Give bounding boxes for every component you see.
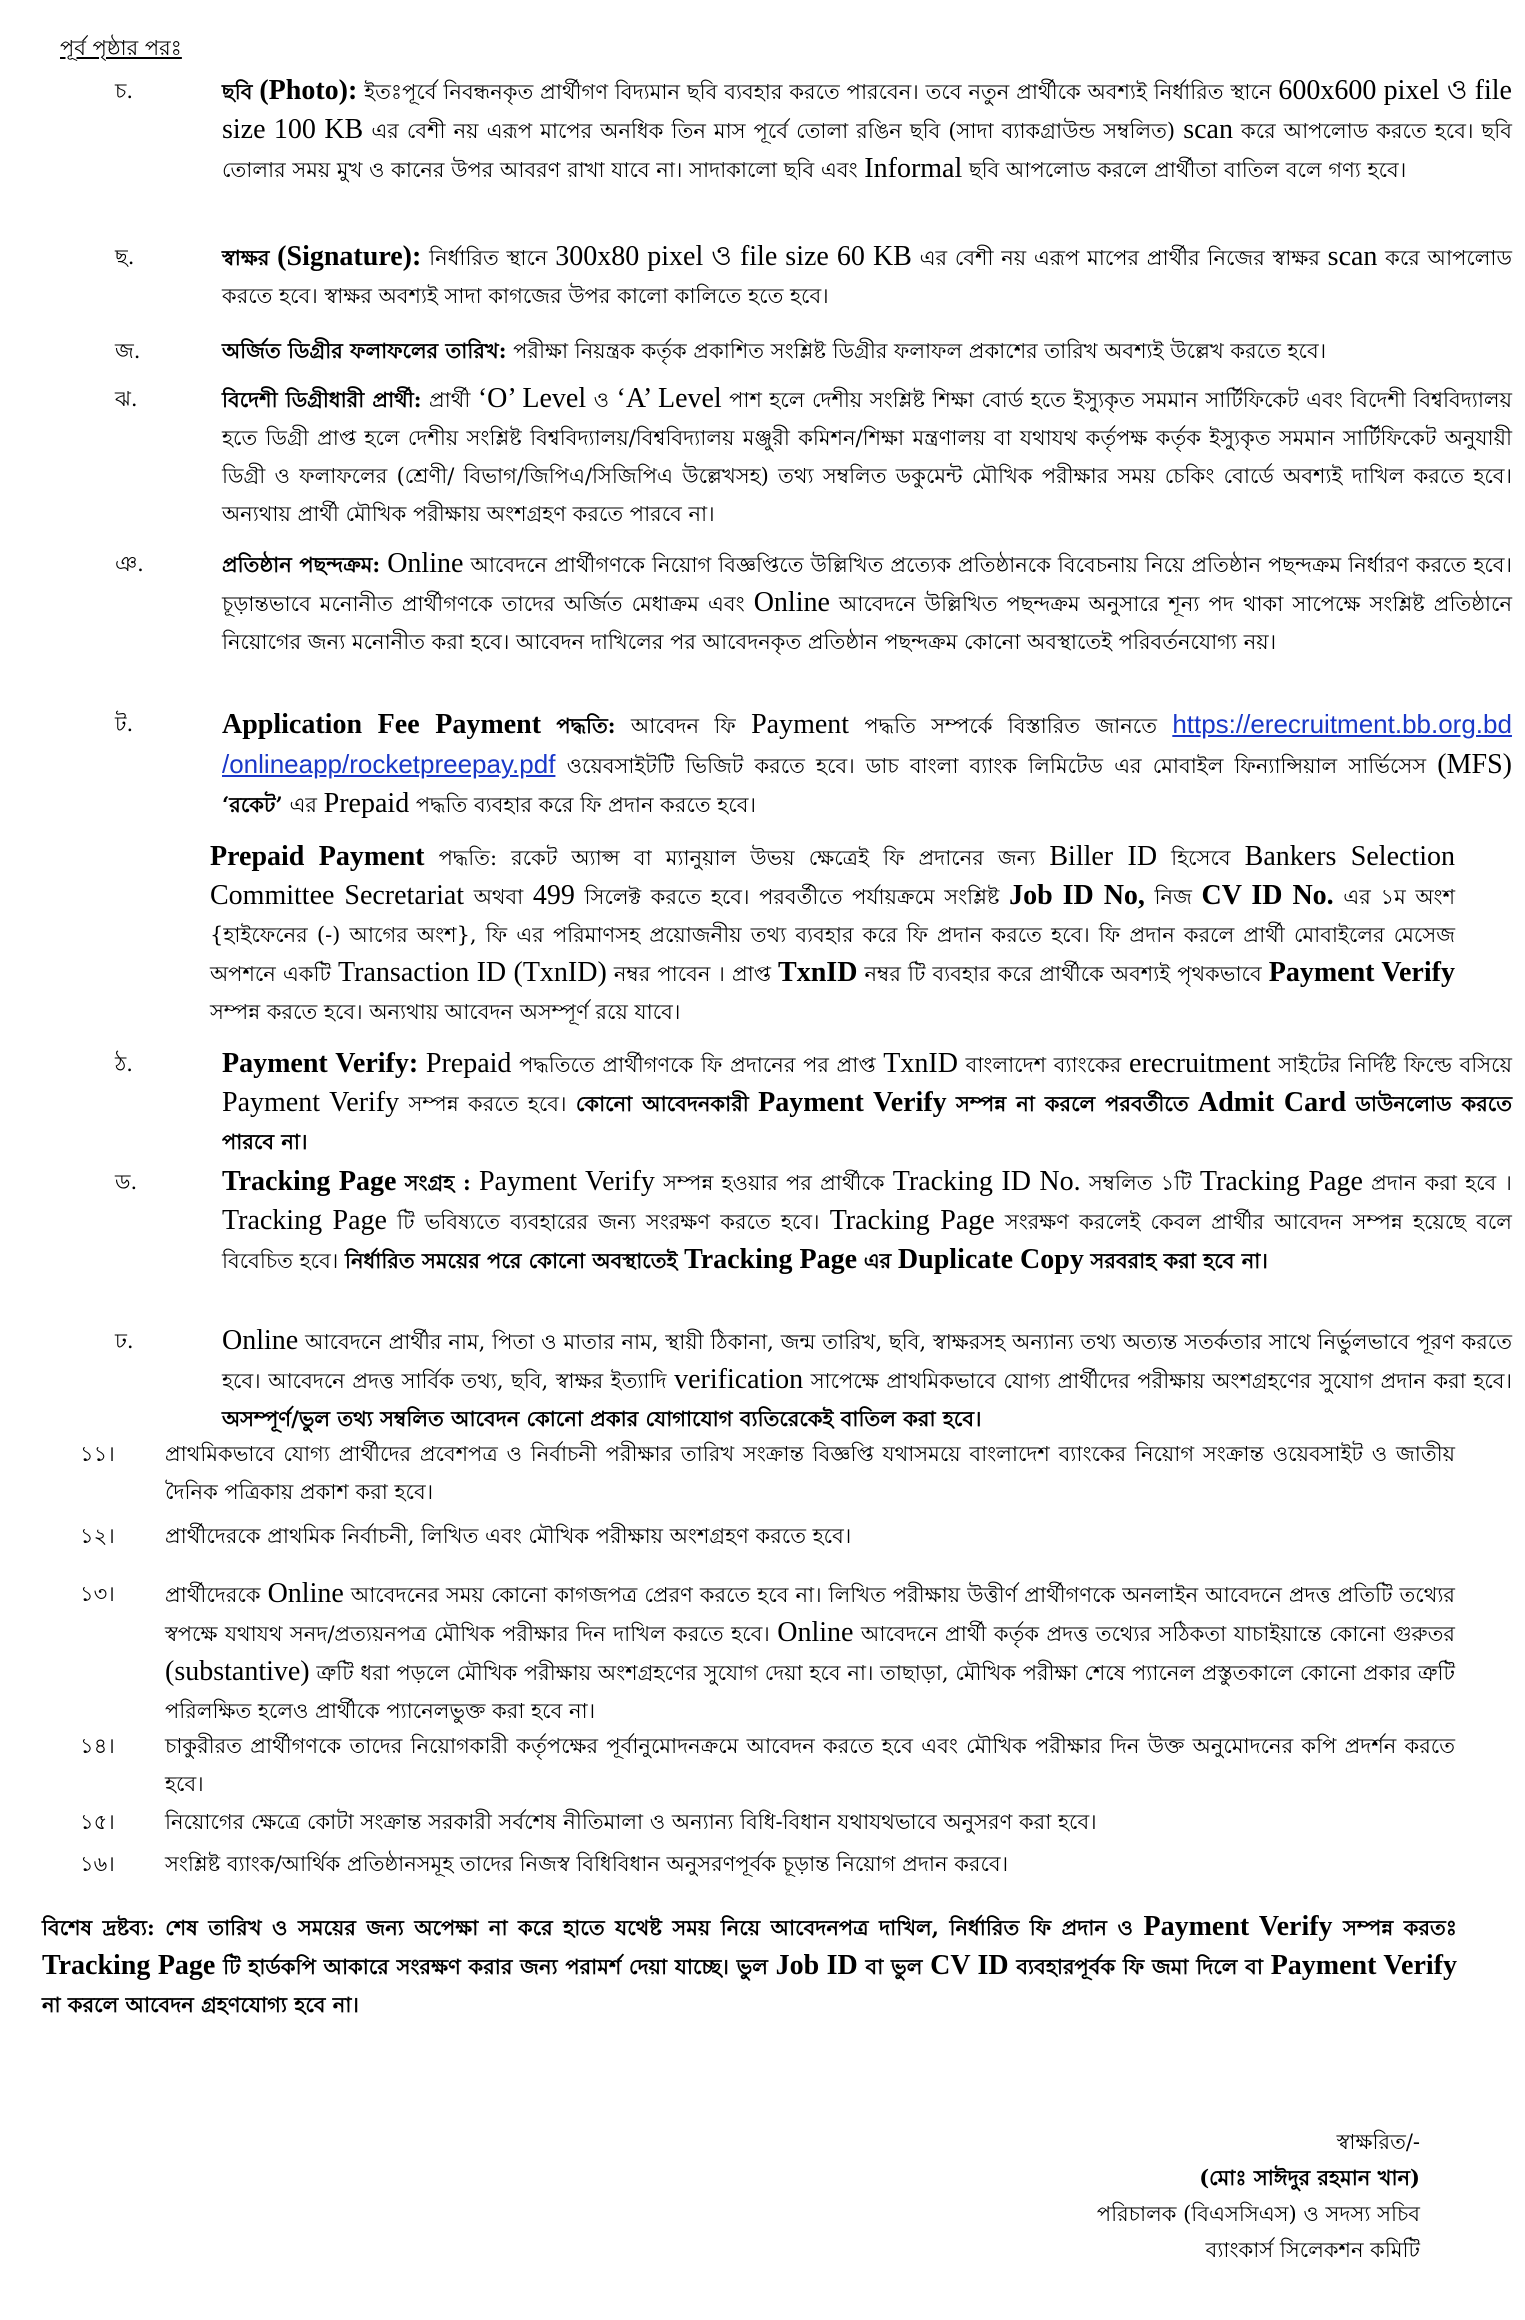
item-institution-preference: ঞ. প্রতিষ্ঠান পছন্দক্রম: Online আবেদনে প্রার্থীগণকে নিয়োগ বিজ্ঞপ্তিতে উল্লিখিত প্রত্যেক প্রতিষ্ঠানকে বিবেচনায় নিয়ে প্রতিষ্ঠান পছন্দক্রম নির্ধারণ করতে হবে। চূড়ান্তভাবে মনোনীত প্রার্থীগণকে তাদের অর্জিত মেধাক্রম এবং Online আবেদনে উল্লিখিত পছন্দক্রম অনুসারে শূন্য পদ থাকা সাপেক্ষে সংশ্লিষ্ট প্রতিষ্ঠানে নিয়োগের জন্য মনোনীত করা হবে। আবেদন দাখিলের পর আবেদনকৃত প্রতিষ্ঠান পছন্দক্রম কোনো অবস্থাতেই পরিবর্তনযোগ্য নয়। bbox=[60, 545, 1460, 661]
committee-name: ব্যাংকার্স সিলেকশন কমিটি bbox=[1205, 2238, 1420, 2262]
item-marker: ঝ. bbox=[115, 387, 138, 411]
item-marker: ট. bbox=[115, 712, 134, 736]
item-application-fee: ট. Application Fee Payment পদ্ধতি: আবেদন ফি Payment পদ্ধতি সম্পর্কে বিস্তারিত জানতে https://erecruitment.bb.org.bd /onlineapp/rocketpreepay.pdf ওয়েবসাইটটি ভিজিট করতে হবে। ডাচ বাংলা ব্যাংক লিমিটেড এর মোবাইল ফিন্যান্সিয়াল সার্ভিসেস (MFS) ‘রকেট’ এর Prepaid পদ্ধতি ব্যবহার করে ফি প্রদান করতে হবে। bbox=[60, 705, 1460, 824]
item-photo: চ. ছবি (Photo): ইতঃপূর্বে নিবন্ধনকৃত প্রার্থীগণ বিদ্যমান ছবি ব্যবহার করতে পারবেন। তবে নতুন প্রার্থীকে অবশ্যই নির্ধারিত স্থানে 600x600 pixel ও file size 100 KB এর বেশী নয় এরূপ মাপের অনধিক তিন মাস পূর্বে তোলা রঙিন ছবি (সাদা ব্যাকগ্রাউন্ড সম্বলিত) scan করে আপলোড করতে হবে। ছবি তোলার সময় মুখ ও কানের উপর আবরণ রাখা যাবে না। সাদাকালো ছবি এবং Informal ছবি আপলোড করলে প্রার্থীতা বাতিল বলে গণ্য হবে। bbox=[60, 72, 1460, 189]
signature-spec: 300x80 pixel ও file size 60 KB bbox=[555, 241, 912, 272]
item-marker: চ. bbox=[115, 79, 134, 103]
item-number: ১৪। bbox=[80, 1734, 115, 1758]
item-tracking-page: ড. Tracking Page সংগ্রহ : Payment Verify সম্পন্ন হওয়ার পর প্রার্থীকে Tracking ID No. সম্বলিত ১টি Tracking Page প্রদান করা হবে । Tracking Page টি ভবিষ্যতে ব্যবহারের জন্য সংরক্ষণ করতে হবে। Tracking Page সংরক্ষণ করলেই কেবল প্রার্থীর আবেদন সম্পন্ন হয়েছে বলে বিবেচিত হবে। নির্ধারিত সময়ের পরে কোনো অবস্থাতেই Tracking Page এর Duplicate Copy সরবরাহ করা হবে না। bbox=[60, 1163, 1460, 1280]
item-label: বিদেশী ডিগ্রীধারী প্রার্থী: bbox=[222, 387, 422, 412]
signed-text: স্বাক্ষরিত/- bbox=[1336, 2130, 1420, 2154]
item-label-en: (Photo): bbox=[259, 75, 358, 106]
item-number: ১৫। bbox=[80, 1810, 115, 1834]
prepaid-label-en: Prepaid Payment bbox=[210, 841, 425, 872]
item-label: পদ্ধতি: bbox=[556, 713, 616, 738]
payment-guide-link[interactable]: https://erecruitment.bb.org.bd /onlineapp/rocketpreepay.pdf bbox=[222, 709, 1512, 779]
item-label: স্বাক্ষর bbox=[222, 245, 270, 270]
numbered-item-text: প্রাথমিকভাবে যোগ্য প্রার্থীদের প্রবেশপত্র ও নির্বাচনী পরীক্ষার তারিখ সংক্রান্ত বিজ্ঞপ্তি যথাসময়ে বাংলাদেশ ব্যাংকের নিয়োগ সংক্রান্ত ওয়েবসাইট ও জাতীয় দৈনিক পত্রিকায় প্রকাশ করা হবে। bbox=[165, 1442, 1455, 1504]
item-number: ১২। bbox=[80, 1524, 115, 1548]
signatory-designation: পরিচালক (বিএসসিএস) ও সদস্য সচিব bbox=[1096, 2202, 1420, 2226]
item-label: ছবি bbox=[222, 79, 253, 104]
signature-block bbox=[1000, 2124, 1420, 2268]
item-payment-verify: ঠ. Payment Verify: Prepaid পদ্ধতিতে প্রার্থীগণকে ফি প্রদানের পর প্রাপ্ত TxnID বাংলাদেশ ব্যাংকের erecruitment সাইটের নির্দিষ্ট ফিল্ডে বসিয়ে Payment Verify সম্পন্ন করতে হবে। কোনো আবেদনকারী Payment Verify সম্পন্ন না করলে পরবর্তীতে Admit Card ডাউনলোড করতে পারবে না। bbox=[60, 1045, 1460, 1161]
item-marker: জ. bbox=[115, 339, 141, 363]
item-label-en: (Signature): bbox=[277, 241, 422, 272]
item-signature: ছ. স্বাক্ষর (Signature): নির্ধারিত স্থানে 300x80 pixel ও file size 60 KB এর বেশী নয় এরূপ মাপের প্রার্থীর নিজের স্বাক্ষর scan করে আপলোড করতে হবে। স্বাক্ষর অবশ্যই সাদা কাগজের উপর কালো কালিতে হতে হবে। bbox=[60, 238, 1460, 315]
item-number: ১৬। bbox=[80, 1852, 115, 1876]
signatory-name: (মোঃ সাঈদুর রহমান খান) bbox=[1199, 2165, 1420, 2190]
prepaid-payment-block: Prepaid Payment পদ্ধতি: রকেট অ্যাপ্স বা ম্যানুয়াল উভয় ক্ষেত্রেই ফি প্রদানের জন্য Biller ID হিসেবে Bankers Selection Committee Secretariat অথবা 499 সিলেক্ট করতে হবে। পরবর্তীতে পর্যায়ক্রমে সংশ্লিষ্ট Job ID No, নিজ CV ID No. এর ১ম অংশ {হাইফেনের (-) আগের অংশ}, ফি এর পরিমাণসহ প্রয়োজনীয় তথ্য ব্যবহার করে ফি প্রদান করতে হবে। ফি প্রদান করলে প্রার্থী মোবাইলের মেসেজ অপশনে একটি Transaction ID (TxnID) নম্বর পাবেন । প্রাপ্ত TxnID নম্বর টি ব্যবহার করে প্রার্থীকে অবশ্যই পৃথকভাবে Payment Verify সম্পন্ন করতে হবে। অন্যথায় আবেদন অসম্পূর্ণ রয়ে যাবে। bbox=[210, 841, 1455, 1024]
item-online-form: ঢ. Online আবেদনে প্রার্থীর নাম, পিতা ও মাতার নাম, স্থায়ী ঠিকানা, জন্ম তারিখ, ছবি, স্বাক্ষরসহ অন্যান্য তথ্য অত্যন্ত সতর্কতার সাথে নির্ভুলভাবে পূরণ করতে হবে। আবেদনে প্রদত্ত সার্বিক তথ্য, ছবি, স্বাক্ষর ইত্যাদি verification সাপেক্ষে প্রাথমিকভাবে যোগ্য প্রার্থীদের পরীক্ষায় অংশগ্রহণের সুযোগ প্রদান করা হবে। অসম্পূর্ণ/ভুল তথ্য সম্বলিত আবেদন কোনো প্রকার যোগাযোগ ব্যতিরেকেই বাতিল করা হবে। bbox=[60, 1322, 1460, 1438]
item-marker: ঞ. bbox=[115, 552, 144, 576]
item-marker: ড. bbox=[115, 1170, 138, 1194]
item-number: ১১। bbox=[80, 1442, 115, 1466]
numbered-item-text: প্রার্থীদেরকে Online আবেদনের সময় কোনো কাগজপত্র প্রেরণ করতে হবে না। লিখিত পরীক্ষায় উত্তীর্ণ প্রার্থীগণকে অনলাইন আবেদনে প্রদত্ত প্রতিটি তথ্যের স্বপক্ষে যথাযথ সনদ/প্রত্যয়নপত্র মৌখিক পরীক্ষার দিন দাখিল করতে হবে। Online আবেদনে প্রার্থী কর্তৃক প্রদত্ত তথ্যের সঠিকতা যাচাইয়ান্তে কোনো গুরুতর (substantive) ত্রুটি ধরা পড়লে মৌখিক পরীক্ষায় অংশগ্রহণের সুযোগ দেয়া হবে না। তাছাড়া, মৌখিক পরীক্ষা শেষে প্যানেল প্রস্তুতকালে কোনো প্রকার ত্রুটি পরিলক্ষিত হলেও প্রার্থীকে প্যানেলভুক্ত করা হবে না। bbox=[165, 1578, 1455, 1723]
item-label: অর্জিত ডিগ্রীর ফলাফলের তারিখ: bbox=[222, 338, 507, 363]
item-label-en: Tracking Page bbox=[222, 1166, 397, 1197]
item-label-en: Payment Verify: bbox=[222, 1048, 419, 1079]
item-label: প্রতিষ্ঠান পছন্দক্রম: bbox=[222, 552, 381, 577]
item-result-date: জ. অর্জিত ডিগ্রীর ফলাফলের তারিখ: পরীক্ষা নিয়ন্ত্রক কর্তৃক প্রকাশিত সংশ্লিষ্ট ডিগ্রীর ফলাফল প্রকাশের তারিখ অবশ্যই উল্লেখ করতে হবে। bbox=[60, 332, 1460, 370]
item-marker: ঢ. bbox=[115, 1329, 134, 1353]
photo-spec: 600x600 pixel ও file size 100 KB bbox=[222, 75, 1512, 145]
item-marker: ঠ. bbox=[115, 1052, 133, 1076]
item-marker: ছ. bbox=[115, 245, 135, 269]
numbered-item-text: প্রার্থীদেরকে প্রাথমিক নির্বাচনী, লিখিত এবং মৌখিক পরীক্ষায় অংশগ্রহণ করতে হবে। bbox=[165, 1524, 852, 1548]
item-number: ১৩। bbox=[80, 1582, 115, 1606]
special-note: বিশেষ দ্রষ্টব্য: শেষ তারিখ ও সময়ের জন্য অপেক্ষা না করে হাতে যথেষ্ট সময় নিয়ে আবেদনপত্র দাখিল, নির্ধারিত ফি প্রদান ও Payment Verify সম্পন্ন করতঃ Tracking Page টি হার্ডকপি আকারে সংরক্ষণ করার জন্য পরামর্শ দেয়া যাচ্ছে। ভুল Job ID বা ভুল CV ID ব্যবহারপূর্বক ফি জমা দিলে বা Payment Verify না করলে আবেদন গ্রহণযোগ্য হবে না। bbox=[42, 1911, 1457, 2017]
item-foreign-degree: ঝ. বিদেশী ডিগ্রীধারী প্রার্থী: প্রার্থী ‘O’ Level ও ‘A’ Level পাশ হলে দেশীয় সংশ্লিষ্ট শিক্ষা বোর্ড হতে ইস্যুকৃত সমমান সার্টিফিকেট এবং বিদেশী বিশ্ববিদ্যালয় হতে ডিগ্রী প্রাপ্ত হলে দেশীয় সংশ্লিষ্ট বিশ্ববিদ্যালয়/বিশ্ববিদ্যালয় মঞ্জুরী কমিশন/শিক্ষা মন্ত্রণালয় বা যথাযথ কর্তৃপক্ষ কর্তৃক ইস্যুকৃত সমমান সার্টিফিকেট অনুযায়ী ডিগ্রী ও ফলাফলের (শ্রেণী/ বিভাগ/জিপিএ/সিজিপিএ উল্লেখসহ) তথ্য সম্বলিত ডকুমেন্ট মৌখিক পরীক্ষার সময় চেকিং বোর্ডে অবশ্যই দাখিল করতে হবে। অন্যথায় প্রার্থী মৌখিক পরীক্ষায় অংশগ্রহণ করতে পারবে না। bbox=[60, 380, 1460, 533]
numbered-item-text: নিয়োগের ক্ষেত্রে কোটা সংক্রান্ত সরকারী সর্বশেষ নীতিমালা ও অন্যান্য বিধি-বিধান যথাযথভাবে অনুসরণ করা হবে। bbox=[165, 1810, 1097, 1834]
item-label-en: Application Fee Payment bbox=[222, 709, 542, 740]
numbered-item-text: সংশ্লিষ্ট ব্যাংক/আর্থিক প্রতিষ্ঠানসমূহ তাদের নিজস্ব বিধিবিধান অনুসরণপূর্বক চূড়ান্ত নিয়োগ প্রদান করবে। bbox=[165, 1852, 1009, 1876]
page-header: পূর্ব পৃষ্ঠার পরঃ bbox=[60, 36, 182, 60]
numbered-item-text: চাকুরীরত প্রার্থীগণকে তাদের নিয়োগকারী কর্তৃপক্ষের পূর্বানুমোদনক্রমে আবেদন করতে হবে এবং মৌখিক পরীক্ষার দিন উক্ত অনুমোদনের কপি প্রদর্শন করতে হবে। bbox=[165, 1734, 1455, 1796]
